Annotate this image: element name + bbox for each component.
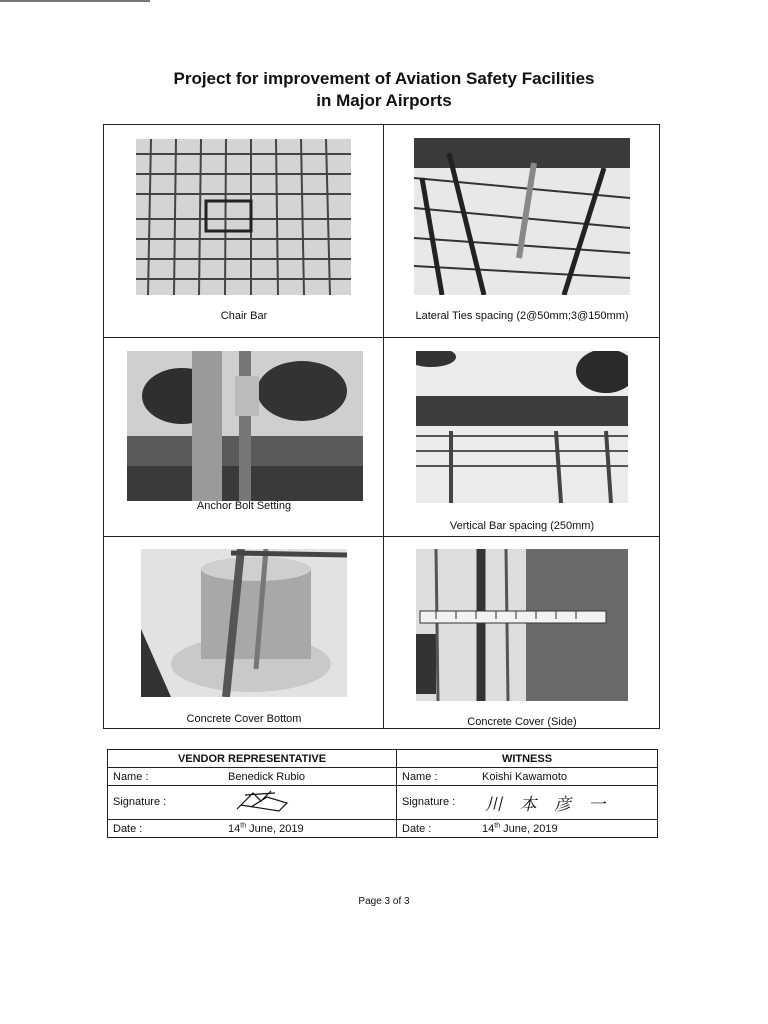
witness-signature-cell	[397, 786, 658, 820]
witness-date	[482, 823, 558, 835]
photo-caption: Chair Bar	[220, 310, 268, 322]
vendor-date-cell	[108, 820, 397, 838]
title-line-1: Project for improvement of Aviation Safety Facilities	[173, 69, 595, 88]
vendor-date	[228, 823, 304, 835]
photo-caption: Concrete Cover (Side)	[467, 716, 577, 728]
witness-name: Koishi Kawamoto	[482, 770, 567, 783]
vendor-name: Benedick Rubio	[228, 770, 306, 783]
vendor-header: VENDOR REPRESENTATIVE	[108, 750, 397, 768]
photo-concrete-cover-bottom	[141, 549, 347, 697]
date-rest: June, 2019	[246, 822, 304, 835]
photo-caption: Concrete Cover Bottom	[186, 713, 302, 725]
photo-anchor-bolt	[127, 351, 363, 501]
witness-name-cell	[397, 768, 658, 786]
date-suffix: th	[240, 822, 247, 830]
name-row	[108, 768, 658, 786]
vendor-name-cell	[108, 768, 397, 786]
name-label: Name :	[402, 770, 438, 783]
grid-divider-row-2	[104, 536, 659, 537]
date-label: Date :	[402, 822, 432, 835]
date-suffix: th	[494, 822, 501, 830]
grid-divider-row-1	[104, 337, 659, 338]
photo-grid	[103, 124, 660, 729]
grid-divider-vertical	[383, 125, 384, 728]
signature-label: Signature :	[402, 796, 456, 809]
date-rest: June, 2019	[500, 822, 558, 835]
date-row	[108, 820, 658, 838]
photo-concrete-cover-side	[416, 549, 628, 701]
date-day: 14	[482, 822, 495, 835]
document-title	[0, 68, 768, 112]
photo-chair-bar	[136, 139, 351, 295]
photo-caption: Vertical Bar spacing (250mm)	[449, 520, 595, 532]
witness-signature: 川 本 彦 一	[485, 795, 612, 815]
page-number: Page 3 of 3	[358, 896, 410, 907]
date-day: 14	[228, 822, 241, 835]
vendor-signature	[231, 787, 291, 818]
vendor-signature-cell	[108, 786, 397, 820]
scan-edge-mark	[0, 0, 150, 2]
date-label: Date :	[113, 822, 143, 835]
signoff-table	[107, 749, 658, 838]
signature-row	[108, 786, 658, 820]
witness-header: WITNESS	[397, 750, 658, 768]
signature-label: Signature :	[113, 796, 167, 809]
photo-caption: Lateral Ties spacing (2@50mm;3@150mm)	[415, 310, 629, 322]
signoff-header-row	[108, 750, 658, 768]
photo-vertical-bar	[416, 351, 628, 503]
witness-date-cell	[397, 820, 658, 838]
photo-lateral-ties	[414, 138, 630, 295]
title-line-2: in Major Airports	[316, 91, 452, 110]
photo-caption: Anchor Bolt Setting	[196, 500, 292, 512]
name-label: Name :	[113, 770, 149, 783]
